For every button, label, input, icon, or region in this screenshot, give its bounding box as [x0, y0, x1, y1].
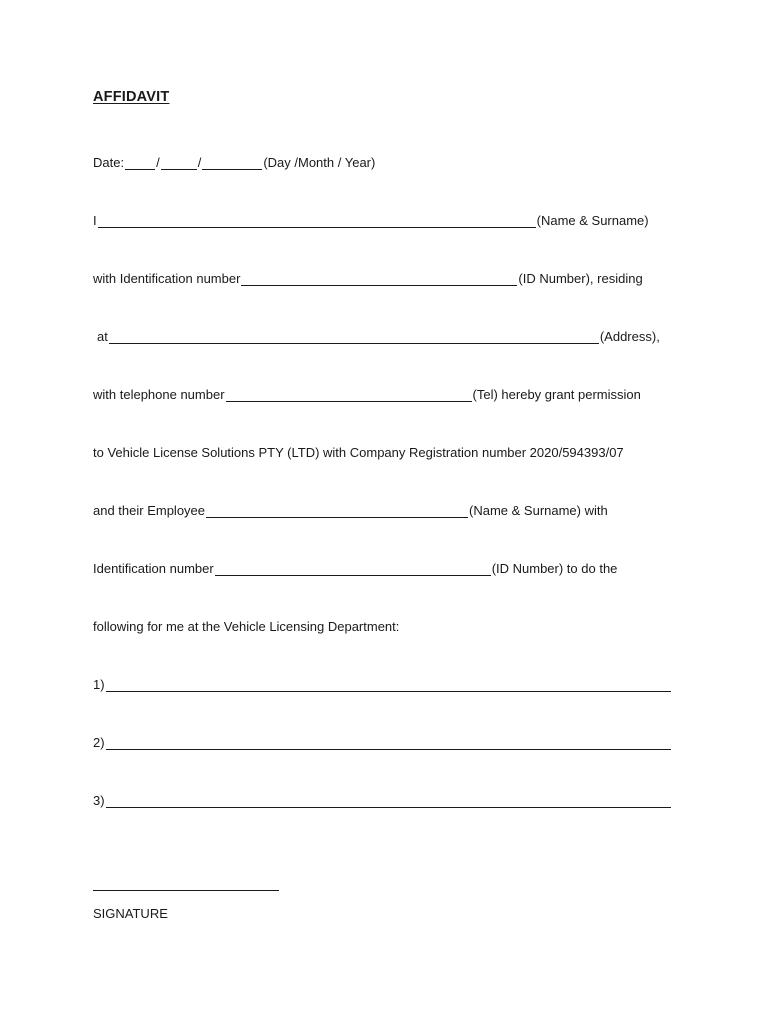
name-field[interactable] [98, 214, 536, 228]
name-line [93, 210, 649, 228]
employee-hint: (Name & Surname) with [469, 503, 608, 518]
document-title: AFFIDAVIT [93, 89, 170, 105]
id-number-field[interactable] [241, 272, 517, 286]
company-line [93, 442, 624, 460]
item-field-1[interactable] [106, 678, 671, 692]
item-line-3 [93, 790, 672, 808]
item-number: 2) [93, 735, 105, 750]
employee-label: and their Employee [93, 503, 206, 518]
employee-id-field[interactable] [215, 562, 491, 576]
item-number: 3) [93, 793, 105, 808]
employee-name-field[interactable] [206, 504, 468, 518]
id-hint: (ID Number), residing [518, 271, 643, 286]
telephone-label: with telephone number [93, 387, 225, 402]
employee-id-hint: (ID Number) to do the [491, 561, 618, 576]
employee-id-line [93, 558, 617, 576]
date-format-hint: (Day /Month / Year) [263, 155, 376, 170]
item-line-1 [93, 674, 672, 692]
telephone-line [93, 384, 641, 402]
name-hint: (Name & Surname) [536, 213, 649, 228]
following-text: following for me at the Vehicle Licensing Department: [93, 619, 400, 634]
date-label: Date: [93, 155, 125, 170]
date-separator: / [156, 155, 160, 170]
name-prefix: I [93, 213, 97, 228]
signature-label: SIGNATURE [93, 906, 168, 921]
following-line [93, 616, 399, 634]
item-number: 1) [93, 677, 105, 692]
employee-line [93, 500, 608, 518]
item-field-2[interactable] [106, 736, 671, 750]
address-line [97, 326, 660, 344]
year-field[interactable] [202, 156, 262, 170]
company-text: to Vehicle License Solutions PTY (LTD) with Company Registration number 2020/594393/07 [93, 445, 624, 460]
date-separator: / [197, 155, 202, 170]
address-label: at [97, 329, 108, 344]
day-field[interactable] [125, 156, 155, 170]
id-line [93, 268, 643, 286]
telephone-hint: (Tel) hereby grant permission [472, 387, 641, 402]
item-field-3[interactable] [106, 794, 671, 808]
month-field[interactable] [161, 156, 197, 170]
signature-field[interactable] [93, 890, 279, 891]
id-label: with Identification number [93, 271, 241, 286]
date-line [93, 152, 375, 170]
address-field[interactable] [109, 330, 599, 344]
telephone-field[interactable] [226, 388, 472, 402]
item-line-2 [93, 732, 672, 750]
address-hint: (Address), [599, 329, 660, 344]
employee-id-label: Identification number [93, 561, 214, 576]
